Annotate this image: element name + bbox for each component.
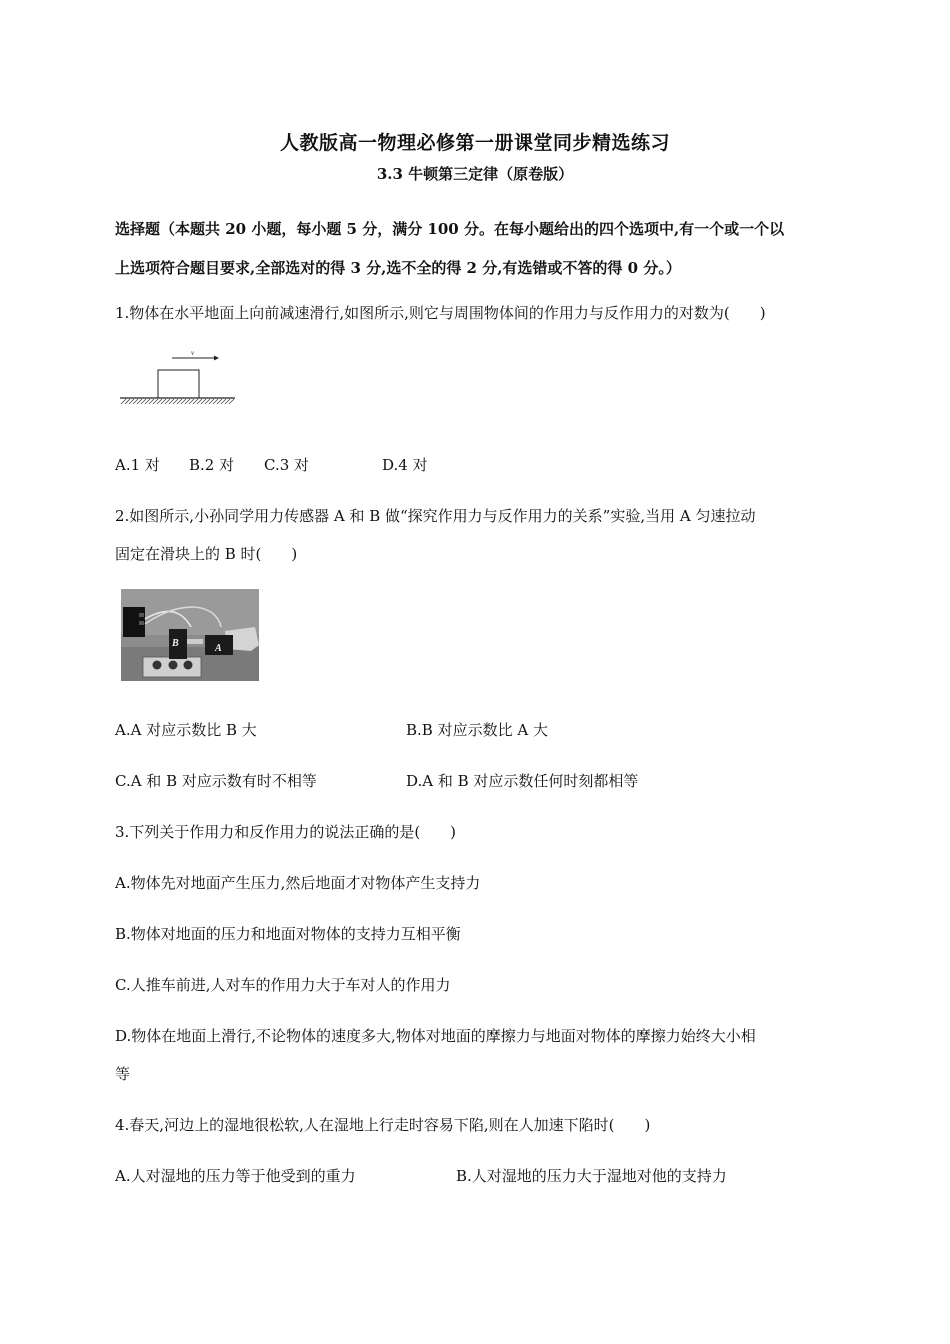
q2-option-d: D.A 和 B 对应示数任何时刻都相等 — [406, 772, 639, 790]
q4-stem: 4.春天,河边上的湿地很松软,人在湿地上行走时容易下陷,则在人加速下陷时( ) — [115, 1116, 651, 1134]
instructions-line-1: 选择题（本题共 20 小题，每小题 5 分，满分 100 分。在每小题给出的四个选项中,有一个或一个以 — [115, 220, 785, 238]
instructions — [115, 210, 840, 288]
q1-option-b: B.2 对 — [189, 456, 235, 474]
q2-option-c: C.A 和 B 对应示数有时不相等 — [115, 772, 317, 790]
ground-hatching — [121, 399, 234, 404]
sliding-block — [158, 370, 199, 398]
velocity-label: v — [191, 349, 195, 357]
q2-option-a: A.A 对应示数比 B 大 — [115, 721, 257, 739]
sensor-b-label: B — [172, 638, 179, 649]
page-subtitle: 3.3 牛顿第三定律（原卷版） — [376, 165, 574, 183]
q1-option-c: C.3 对 — [264, 456, 310, 474]
q1-block-figure — [118, 346, 238, 408]
velocity-arrow-head — [214, 356, 219, 361]
q2-sensor-photo — [121, 589, 259, 681]
sensor-a-label: A — [215, 643, 222, 654]
q3-option-b: B.物体对地面的压力和地面对物体的支持力互相平衡 — [115, 925, 461, 943]
q3-stem: 3.下列关于作用力和反作用力的说法正确的是( ) — [115, 823, 457, 841]
q2-stem-line-1: 2.如图所示,小孙同学用力传感器 A 和 B 做“探究作用力与反作用力的关系”实验,当用 A 匀速拉动 — [115, 507, 756, 525]
q3-option-c: C.人推车前进,人对车的作用力大于车对人的作用力 — [115, 976, 451, 994]
q3-option-d-line-1: D.物体在地面上滑行,不论物体的速度多大,物体对地面的摩擦力与地面对物体的摩擦力始终大小相 — [115, 1027, 756, 1045]
q1-stem: 1.物体在水平地面上向前减速滑行,如图所示,则它与周围物体间的作用力与反作用力的对数为( ) — [115, 304, 766, 322]
q3-option-a: A.物体先对地面产生压力,然后地面才对物体产生支持力 — [115, 874, 481, 892]
q1-option-d: D.4 对 — [382, 456, 428, 474]
q4-option-a: A.人对湿地的压力等于他受到的重力 — [115, 1167, 356, 1185]
q2-option-b: B.B 对应示数比 A 大 — [406, 721, 548, 739]
q4-option-b: B.人对湿地的压力大于湿地对他的支持力 — [456, 1167, 727, 1185]
q1-option-a: A.1 对 — [115, 456, 160, 474]
page-title: 人教版高一物理必修第一册课堂同步精选练习 — [279, 132, 670, 154]
instructions-line-2: 上选项符合题目要求,全部选对的得 3 分,选不全的得 2 分,有选错或不答的得 0 分。） — [115, 259, 681, 277]
q3-option-d-line-2: 等 — [115, 1065, 131, 1083]
sensor-hook — [187, 639, 203, 644]
q2-stem-line-2: 固定在滑块上的 B 时( ) — [115, 545, 298, 563]
